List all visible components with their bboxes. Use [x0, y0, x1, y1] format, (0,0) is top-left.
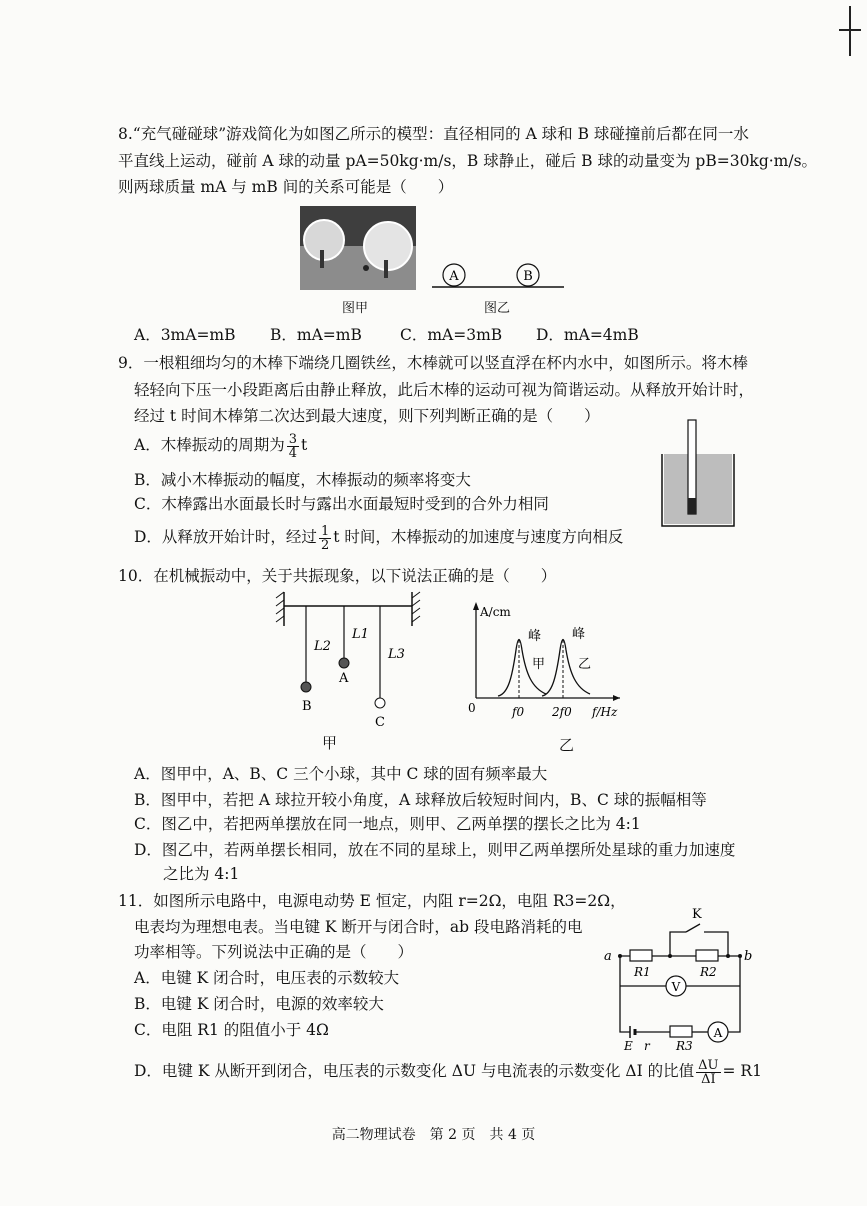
node-a-label: a	[604, 949, 612, 964]
figure-yi-caption: 乙	[559, 736, 575, 754]
fraction-denominator: ΔI	[701, 1071, 716, 1087]
internal-resistance-label: r	[644, 1039, 650, 1052]
q11-line-2: 电表均为理想电表。当电键 K 断开与闭合时，ab 段电路消耗的电	[134, 918, 583, 936]
figure-yi-caption: 图乙	[484, 301, 511, 316]
fraction-denominator: 4	[288, 445, 297, 461]
ball-a-label: A	[339, 671, 349, 686]
peak-label-yi: 峰	[572, 627, 586, 642]
r1-label: R1	[634, 965, 651, 979]
q9-option-d	[134, 522, 623, 552]
r2-label: R2	[700, 965, 717, 979]
figure-jia-caption: 图甲	[342, 301, 369, 316]
q9-option-d-rest: t 时间，木棒振动的加速度与速度方向相反	[333, 528, 624, 546]
q8-option-a: A．3mA=mB	[134, 326, 236, 344]
q11-line-3: 功率相等。下列说法中正确的是（ ）	[134, 943, 414, 961]
length-l1-label: L1	[352, 627, 369, 642]
crop-mark	[839, 6, 861, 56]
ball-a-label: A	[449, 269, 459, 284]
node-b-label: b	[744, 949, 753, 964]
q8-option-c: C．mA=3mB	[400, 326, 503, 344]
ammeter-label: A	[713, 1026, 723, 1040]
length-l3-label: L3	[388, 647, 405, 662]
ball-a	[339, 658, 349, 668]
floating-rod-cup-diagram	[658, 414, 738, 528]
x-axis-label: f/Hz	[592, 705, 618, 719]
switch-k-label: K	[692, 907, 702, 922]
q8-line-2: 平直线上运动，碰前 A 球的动量 pA=50kg·m/s，B 球静止，碰后 B 球的动量变为 pB=30kg·m/s。	[118, 152, 818, 170]
q9-option-a-text: A．木棒振动的周期为	[134, 436, 285, 454]
q11-option-c: C．电阻 R1 的阻值小于 4Ω	[134, 1021, 329, 1039]
fraction-delta-u-over-delta-i	[696, 1059, 720, 1086]
q11-line-1: 11．如图所示电路中，电源电动势 E 恒定，内阻 r=2Ω，电阻 R3=2Ω，	[118, 892, 626, 910]
emf-label: E	[624, 1039, 633, 1052]
q10-option-c: C．图乙中，若把两单摆放在同一地点，则甲、乙两单摆的摆长之比为 4:1	[134, 815, 641, 833]
ball-b	[301, 682, 311, 692]
q10-option-d-line-2: 之比为 4:1	[163, 865, 240, 883]
q11-option-a: A．电键 K 闭合时，电压表的示数较大	[134, 969, 400, 987]
q9-option-a-var: t	[300, 436, 308, 454]
water	[664, 454, 732, 524]
fraction-numerator: 1	[320, 523, 330, 539]
q9-option-a	[134, 430, 307, 460]
pendulum-diagram	[274, 586, 424, 730]
origin-label: 0	[468, 701, 476, 715]
ball-c-label: C	[375, 715, 385, 730]
fraction-one-half	[319, 525, 331, 552]
iron-wire	[688, 498, 696, 514]
resistor-r1	[630, 950, 652, 961]
ball-b-label: B	[302, 699, 312, 714]
ball-collision-diagram	[430, 256, 570, 294]
circuit-diagram	[600, 904, 760, 1052]
q11-option-d-result: = R1	[722, 1062, 762, 1080]
page-footer: 高二物理试卷 第 2 页 共 4 页	[331, 1127, 536, 1143]
q10-option-b: B．图甲中，若把 A 球拉开较小角度，A 球释放后较短时间内，B、C 球的振幅相等	[134, 791, 707, 809]
q9-option-d-text: D．从释放开始计时，经过	[134, 528, 317, 546]
tick-f0: f0	[512, 705, 525, 719]
q11-option-b: B．电键 K 闭合时，电源的效率较大	[134, 995, 384, 1013]
resistor-r3	[670, 1026, 692, 1037]
fraction-numerator: 3	[288, 431, 297, 447]
q8-line-1: 8.“充气碰碰球”游戏简化为如图乙所示的模型：直径相同的 A 球和 B 球碰撞前后都在同一水	[118, 125, 749, 143]
q8-option-b: B．mA=mB	[270, 326, 362, 344]
q9-option-b: B．减小木棒振动的幅度，木棒振动的频率将变大	[134, 471, 471, 489]
q10-option-a: A．图甲中，A、B、C 三个小球，其中 C 球的固有频率最大	[134, 765, 548, 783]
q9-option-c: C．木棒露出水面最长时与露出水面最短时受到的合外力相同	[134, 495, 549, 513]
y-axis-label: A/cm	[480, 605, 511, 619]
fraction-three-quarters	[287, 433, 299, 460]
fraction-numerator: ΔU	[698, 1057, 719, 1073]
resistor-r2	[696, 950, 718, 961]
q8-line-3: 则两球质量 mA 与 mB 间的关系可能是（ ）	[118, 178, 454, 196]
q10-line-1: 10．在机械振动中，关于共振现象，以下说法正确的是（ ）	[118, 567, 557, 585]
q11-option-d-text: D．电键 K 从断开到闭合，电压表的示数变化 ΔU 与电流表的示数变化 ΔI 的比值	[134, 1062, 695, 1080]
ball-b-label: B	[523, 269, 533, 284]
curve-label-jia: 甲	[532, 657, 546, 672]
q11-option-d	[134, 1054, 762, 1088]
switch-k	[686, 924, 700, 932]
q9-line-1: 9．一根粗细均匀的木棒下端绕几圈铁丝，木棒就可以竖直浮在杯内水中，如图所示。将木棒	[118, 354, 748, 372]
bumper-ball-photo	[300, 206, 416, 290]
peak-label-jia: 峰	[528, 629, 542, 644]
q10-option-d-line-1: D．图乙中，若两单摆长相同，放在不同的星球上，则甲乙两单摆所处星球的重力加速度	[134, 841, 736, 859]
q9-line-3: 经过 t 时间木棒第二次达到最大速度，则下列判断正确的是（ ）	[134, 407, 600, 425]
ball-c	[375, 698, 385, 708]
fraction-denominator: 2	[320, 537, 330, 553]
curve-label-yi: 乙	[578, 657, 592, 672]
length-l2-label: L2	[314, 639, 331, 654]
r3-label: R3	[676, 1039, 693, 1052]
voltmeter-label: V	[671, 980, 681, 994]
q9-line-2: 轻轻向下压一小段距离后由静止释放，此后木棒的运动可视为简谐运动。从释放开始计时，	[134, 381, 755, 399]
figure-jia-caption: 甲	[322, 734, 338, 752]
resonance-curve-diagram	[460, 598, 630, 724]
tick-2f0: 2f0	[552, 705, 572, 719]
q8-option-d: D．mA=4mB	[536, 326, 639, 344]
